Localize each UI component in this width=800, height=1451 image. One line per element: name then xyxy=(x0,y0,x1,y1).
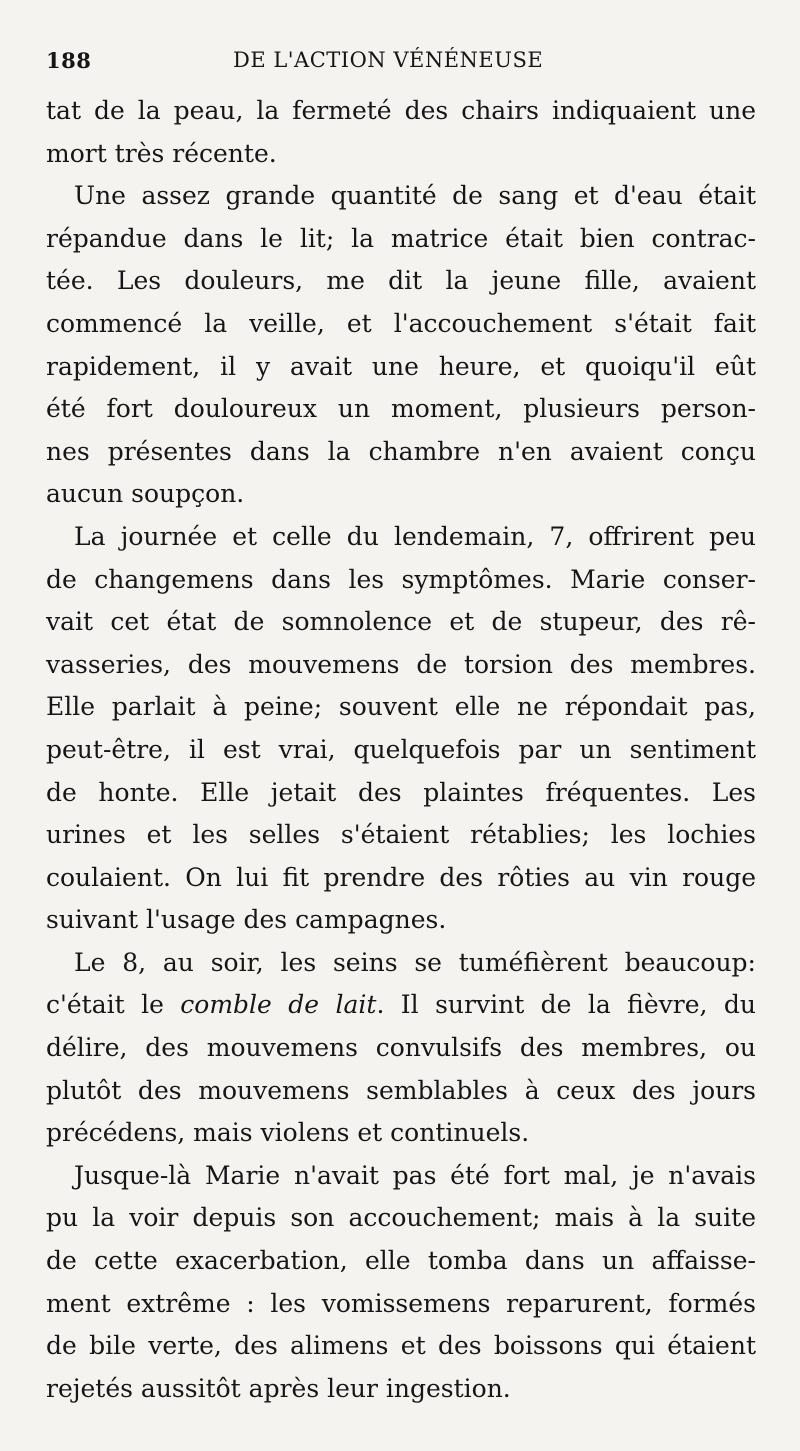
text-line: coulaient. On lui fit prendre des rôties au vin rouge xyxy=(46,862,756,892)
text-line: vasseries, des mouvemens de torsion des membres. xyxy=(46,649,756,679)
text-line: aucun soupçon. xyxy=(46,479,245,509)
text-line: mort très récente. xyxy=(46,138,277,168)
page-header xyxy=(46,44,746,80)
text-line: précédens, mais violens et continuels. xyxy=(46,1118,530,1148)
text-line: de bile verte, des alimens et des boissons qui étaient xyxy=(46,1331,756,1361)
text-line: suivant l'usage des campagnes. xyxy=(46,905,447,935)
text-line xyxy=(46,984,756,1027)
text-line: plutôt des mouvemens semblables à ceux des jours xyxy=(46,1075,756,1105)
text-line: peut-être, il est vrai, quelquefois par un sentiment xyxy=(46,734,756,764)
text-line: urines et les selles s'étaient rétablies; les lochies xyxy=(46,820,756,850)
text-line: nes présentes dans la chambre n'en avaient conçu xyxy=(46,436,756,466)
text-line: vait cet état de somnolence et de stupeur, des rê- xyxy=(46,607,756,637)
text-line: Le 8, au soir, les seins se tuméfièrent beaucoup: xyxy=(74,947,756,977)
text-line: Elle parlait à peine; souvent elle ne répondait pas, xyxy=(46,692,756,722)
text-line: Une assez grande quantité de sang et d'eau était xyxy=(74,181,756,211)
body-text xyxy=(46,90,756,1410)
text-line: tée. Les douleurs, me dit la jeune fille, avaient xyxy=(46,266,756,296)
text-line: rapidement, il y avait une heure, et quoiqu'il eût xyxy=(46,351,756,381)
text-segment: . Il survint de la fièvre, du xyxy=(376,990,756,1020)
text-line: Jusque-là Marie n'avait pas été fort mal, je n'avais xyxy=(74,1160,756,1190)
text-line: été fort douloureux un moment, plusieurs person- xyxy=(46,394,756,424)
text-line: La journée et celle du lendemain, 7, offrirent peu xyxy=(74,521,756,551)
text-segment: c'était le xyxy=(46,990,181,1020)
text-line: commencé la veille, et l'accouchement s'était fait xyxy=(46,308,756,338)
text-line: de honte. Elle jetait des plaintes fréquentes. Les xyxy=(46,777,756,807)
italic-phrase: comble de lait xyxy=(180,990,377,1020)
text-line: tat de la peau, la fermeté des chairs indiquaient une xyxy=(46,96,756,125)
running-head: DE L'ACTION VÉNÉNEUSE xyxy=(233,48,544,72)
text-line: pu la voir depuis son accouchement; mais à la suite xyxy=(46,1203,756,1233)
text-line: ment extrême : les vomissemens reparurent, formés xyxy=(46,1288,756,1318)
text-line: de changemens dans les symptômes. Marie conser- xyxy=(46,564,756,594)
text-line: rejetés aussitôt après leur ingestion. xyxy=(46,1373,511,1403)
page-number: 188 xyxy=(46,48,92,73)
text-line: de cette exacerbation, elle tomba dans un affaisse- xyxy=(46,1246,756,1276)
text-line: répandue dans le lit; la matrice était bien contrac- xyxy=(46,223,756,253)
text-line: délire, des mouvemens convulsifs des membres, ou xyxy=(46,1033,756,1063)
